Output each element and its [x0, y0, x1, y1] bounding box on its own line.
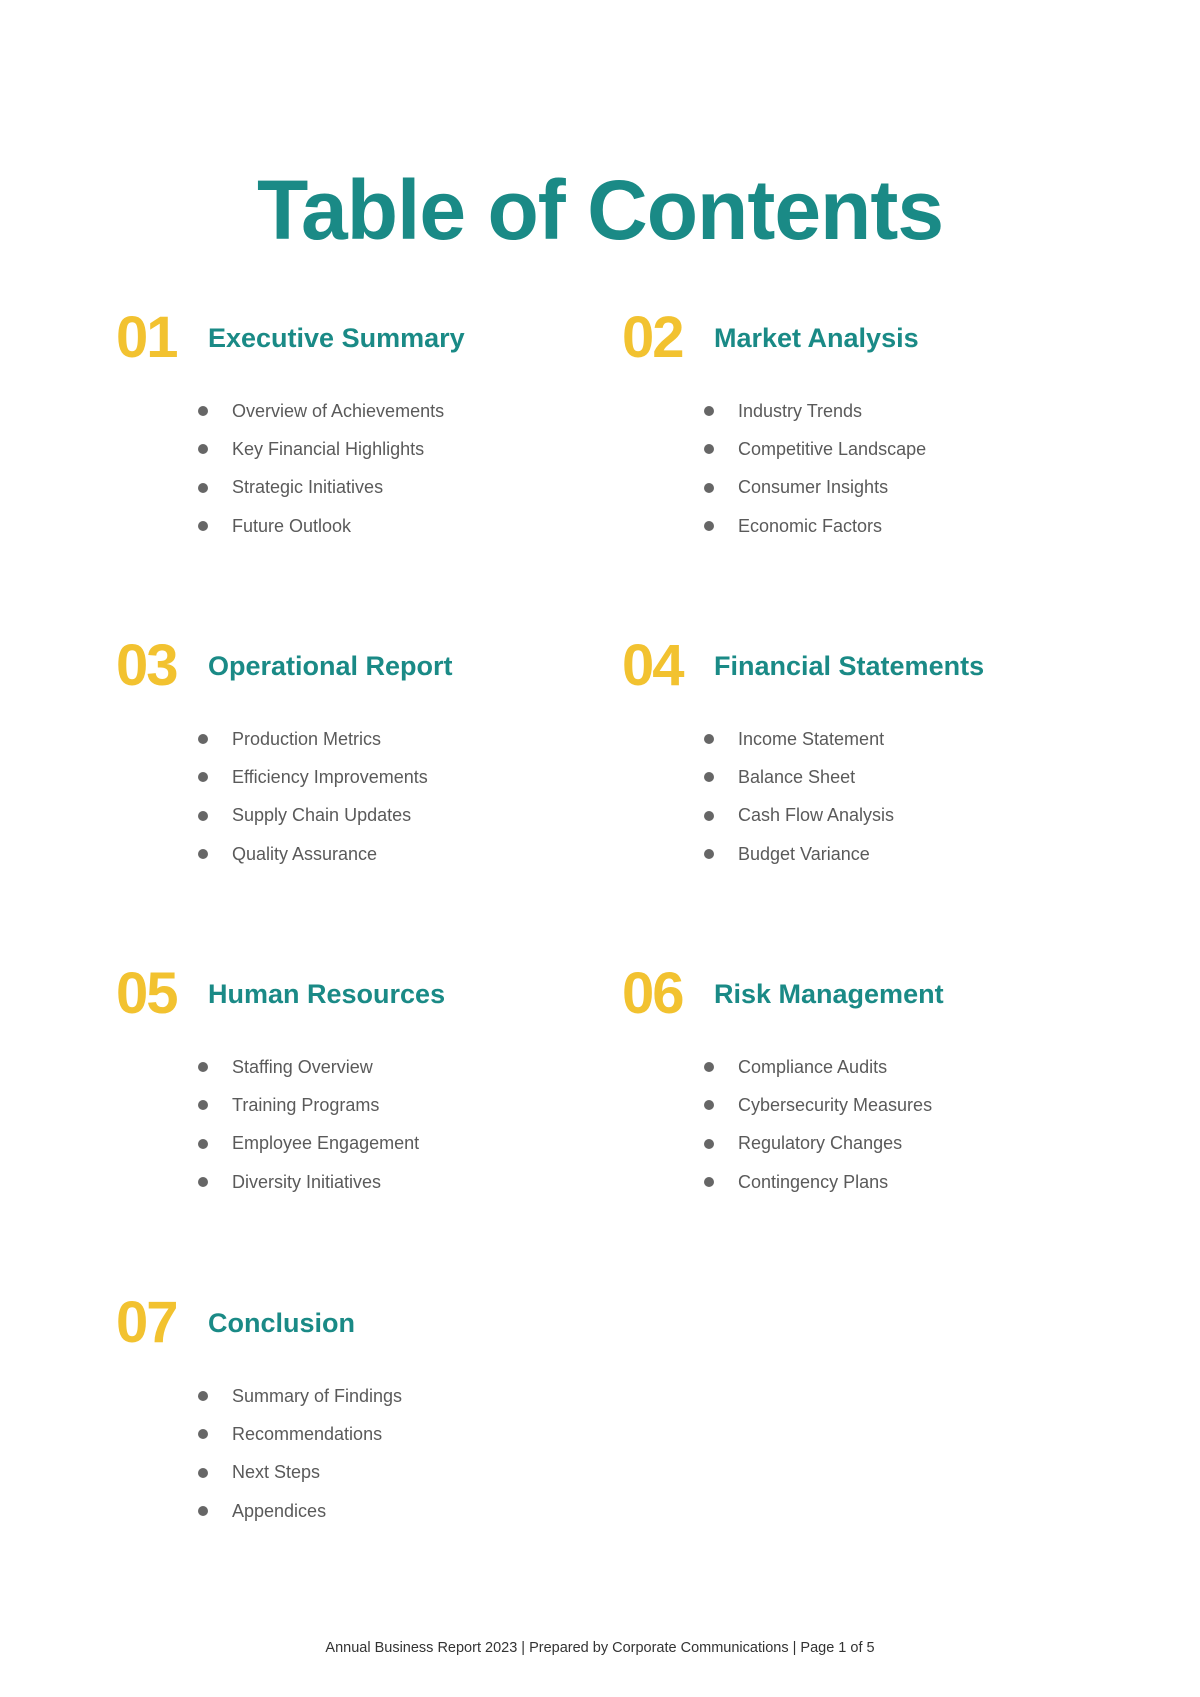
subsection-label: Income Statement [738, 728, 885, 749]
bullet-icon [198, 849, 208, 859]
subsection-item[interactable] [702, 1125, 1102, 1163]
section-number: 05 [116, 961, 177, 1026]
bullet-icon [198, 734, 208, 744]
subsection-label: Efficiency Improvements [232, 766, 428, 787]
section-title[interactable]: Risk Management [714, 978, 944, 1009]
subsection-label: Balance Sheet [738, 766, 856, 787]
subsection-list [116, 1048, 596, 1201]
subsection-item[interactable] [196, 1048, 596, 1086]
toc-section [116, 634, 596, 873]
subsection-item[interactable] [196, 507, 596, 545]
subsection-item[interactable] [702, 1086, 1102, 1124]
toc-section [622, 634, 1102, 873]
subsection-label: Overview of Achievements [232, 400, 445, 421]
subsection-item[interactable] [196, 1125, 596, 1163]
section-title[interactable]: Financial Statements [714, 650, 985, 681]
subsection-label: Next Steps [232, 1462, 321, 1483]
subsection-item[interactable] [702, 392, 1102, 430]
bullet-icon [198, 1391, 208, 1401]
subsection-list [116, 1377, 596, 1530]
subsection-item[interactable] [702, 1163, 1102, 1201]
subsection-item[interactable] [702, 507, 1102, 545]
section-number: 06 [622, 961, 683, 1026]
section-title[interactable]: Executive Summary [208, 322, 465, 353]
bullet-icon [198, 406, 208, 416]
subsection-label: Economic Factors [738, 515, 883, 536]
bullet-icon [704, 1177, 714, 1187]
section-header [622, 306, 1102, 370]
subsection-label: Cybersecurity Measures [738, 1094, 933, 1115]
subsection-item[interactable] [702, 797, 1102, 835]
subsection-label: Summary of Findings [232, 1385, 403, 1406]
bullet-icon [198, 483, 208, 493]
subsection-label: Consumer Insights [738, 477, 889, 498]
section-header [622, 634, 1102, 698]
subsection-item[interactable] [196, 835, 596, 873]
bullet-icon [198, 521, 208, 531]
subsection-list [116, 720, 596, 873]
bullet-icon [704, 734, 714, 744]
section-number: 04 [622, 633, 683, 698]
section-header [622, 962, 1102, 1026]
subsection-label: Strategic Initiatives [232, 477, 384, 498]
section-header [116, 1291, 596, 1355]
subsection-item[interactable] [196, 1415, 596, 1453]
subsection-label: Future Outlook [232, 515, 352, 536]
bullet-icon [704, 849, 714, 859]
bullet-icon [704, 1139, 714, 1149]
toc-section [622, 962, 1102, 1201]
subsection-label: Employee Engagement [232, 1133, 420, 1154]
bullet-icon [704, 772, 714, 782]
bullet-icon [704, 521, 714, 531]
bullet-icon [198, 1100, 208, 1110]
subsection-item[interactable] [702, 469, 1102, 507]
bullet-icon [198, 444, 208, 454]
subsection-label: Recommendations [232, 1423, 383, 1444]
section-title[interactable]: Human Resources [208, 978, 446, 1009]
subsection-item[interactable] [196, 758, 596, 796]
subsection-item[interactable] [702, 835, 1102, 873]
subsection-label: Regulatory Changes [738, 1133, 903, 1154]
section-title[interactable]: Operational Report [208, 650, 453, 681]
bullet-icon [198, 1429, 208, 1439]
page-footer: Annual Business Report 2023 | Prepared by Corporate Communications | Page 1 of 5 [325, 1640, 875, 1656]
subsection-item[interactable] [196, 469, 596, 507]
subsection-list [622, 1048, 1102, 1201]
subsection-label: Supply Chain Updates [232, 805, 412, 826]
subsection-label: Budget Variance [738, 843, 870, 864]
bullet-icon [198, 1139, 208, 1149]
toc-section [116, 962, 596, 1201]
bullet-icon [198, 1506, 208, 1516]
subsection-item[interactable] [196, 392, 596, 430]
bullet-icon [198, 1468, 208, 1478]
bullet-icon [198, 1177, 208, 1187]
subsection-label: Staffing Overview [232, 1056, 373, 1077]
bullet-icon [704, 483, 714, 493]
subsection-label: Industry Trends [738, 400, 863, 421]
toc-section [622, 306, 1102, 545]
subsection-item[interactable] [196, 1086, 596, 1124]
section-number: 02 [622, 305, 683, 370]
bullet-icon [704, 1100, 714, 1110]
subsection-label: Key Financial Highlights [232, 438, 425, 459]
subsection-item[interactable] [702, 430, 1102, 468]
bullet-icon [704, 444, 714, 454]
section-number: 03 [116, 633, 177, 698]
subsection-label: Quality Assurance [232, 843, 378, 864]
bullet-icon [198, 772, 208, 782]
subsection-label: Competitive Landscape [738, 438, 927, 459]
bullet-icon [198, 811, 208, 821]
subsection-label: Cash Flow Analysis [738, 805, 895, 826]
subsection-item[interactable] [702, 1048, 1102, 1086]
section-title[interactable]: Conclusion [208, 1307, 355, 1338]
section-number: 01 [116, 305, 177, 370]
toc-section [116, 1291, 596, 1530]
subsection-label: Production Metrics [232, 728, 382, 749]
subsection-item[interactable] [196, 1163, 596, 1201]
subsection-label: Compliance Audits [738, 1056, 888, 1077]
page-title: Table of Contents [256, 163, 944, 257]
subsection-label: Contingency Plans [738, 1171, 889, 1192]
subsection-item[interactable] [196, 1377, 596, 1415]
bullet-icon [704, 811, 714, 821]
section-header [116, 634, 596, 698]
bullet-icon [198, 1062, 208, 1072]
bullet-icon [704, 1062, 714, 1072]
subsection-list [622, 720, 1102, 873]
subsection-item[interactable] [196, 720, 596, 758]
subsection-item[interactable] [702, 720, 1102, 758]
subsection-label: Appendices [232, 1500, 327, 1521]
subsection-label: Diversity Initiatives [232, 1171, 382, 1192]
section-title[interactable]: Market Analysis [714, 322, 919, 353]
subsection-list [622, 392, 1102, 545]
subsection-item[interactable] [196, 797, 596, 835]
subsection-item[interactable] [702, 758, 1102, 796]
section-header [116, 306, 596, 370]
subsection-item[interactable] [196, 430, 596, 468]
section-number: 07 [116, 1290, 177, 1355]
subsection-item[interactable] [196, 1492, 596, 1530]
toc-section [116, 306, 596, 545]
subsection-list [116, 392, 596, 545]
subsection-item[interactable] [196, 1454, 596, 1492]
bullet-icon [704, 406, 714, 416]
subsection-label: Training Programs [232, 1094, 380, 1115]
section-header [116, 962, 596, 1026]
